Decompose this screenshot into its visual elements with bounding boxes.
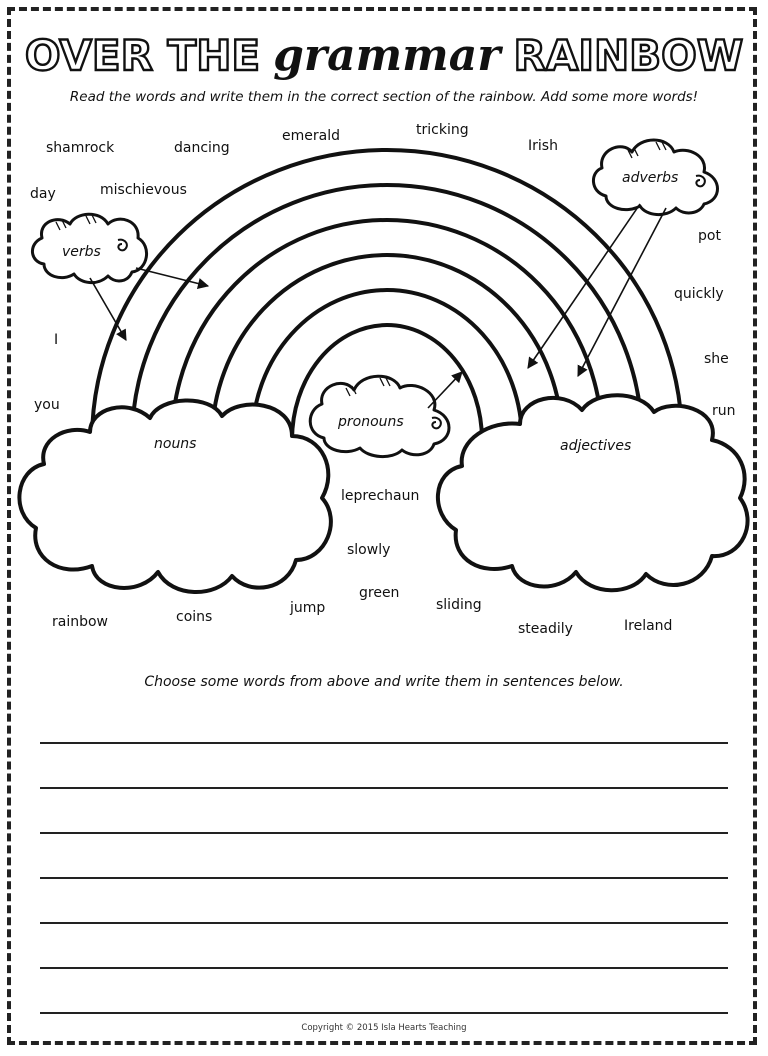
- word-rainbow: rainbow: [52, 614, 108, 630]
- word-mischievous: mischievous: [100, 182, 187, 198]
- word-jump: jump: [290, 600, 326, 616]
- word-shamrock: shamrock: [46, 140, 115, 156]
- sentences-prompt: Choose some words from above and write them in sentences below.: [144, 674, 624, 690]
- word-i: I: [54, 332, 59, 348]
- word-coins: coins: [176, 609, 213, 625]
- title-grammar: grammar: [273, 30, 501, 81]
- word-day: day: [30, 186, 56, 202]
- pronouns-cloud-label: pronouns: [338, 414, 404, 430]
- verbs-arrow-2: [90, 278, 126, 340]
- writing-line-5[interactable]: [40, 922, 728, 924]
- word-slowly: slowly: [347, 542, 391, 558]
- word-steadily: steadily: [518, 621, 573, 637]
- writing-line-1[interactable]: [40, 742, 728, 744]
- word-you: you: [34, 397, 60, 413]
- word-she: she: [704, 351, 729, 367]
- word-run: run: [712, 403, 736, 419]
- writing-line-6[interactable]: [40, 967, 728, 969]
- title-over-the: OVER THE: [24, 31, 261, 80]
- word-leprechaun: leprechaun: [341, 488, 420, 504]
- word-pot: pot: [698, 228, 721, 244]
- nouns-cloud: [19, 400, 330, 592]
- word-sliding: sliding: [436, 597, 482, 613]
- writing-line-2[interactable]: [40, 787, 728, 789]
- adjectives-cloud-label: adjectives: [560, 438, 632, 454]
- word-green: green: [359, 585, 400, 601]
- word-quickly: quickly: [674, 286, 724, 302]
- word-tricking: tricking: [416, 122, 469, 138]
- nouns-cloud-label: nouns: [154, 436, 197, 452]
- writing-line-7[interactable]: [40, 1012, 728, 1014]
- adverbs-cloud-label: adverbs: [622, 170, 679, 186]
- verbs-cloud-label: verbs: [62, 244, 101, 260]
- instructions-text: Read the words and write them in the correct section of the rainbow. Add some more words!: [69, 89, 699, 105]
- word-emerald: emerald: [282, 128, 340, 144]
- writing-line-3[interactable]: [40, 832, 728, 834]
- word-dancing: dancing: [174, 140, 230, 156]
- word-irish: Irish: [528, 138, 558, 154]
- copyright-text: Copyright © 2015 Isla Hearts Teaching: [301, 1023, 467, 1033]
- writing-line-4[interactable]: [40, 877, 728, 879]
- pronouns-arrow: [428, 372, 462, 408]
- title-rainbow: RAINBOW: [513, 31, 744, 80]
- word-ireland: Ireland: [624, 618, 673, 634]
- adjectives-cloud: [438, 395, 748, 590]
